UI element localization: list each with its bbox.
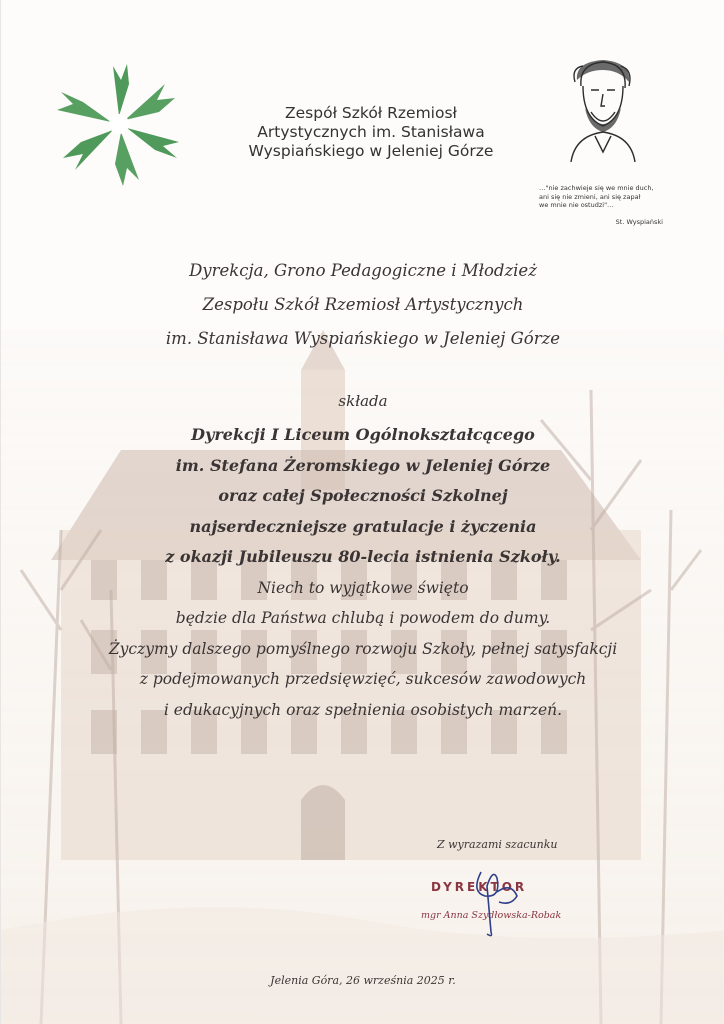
director-name: mgr Anna Szydłowska-Robak [421, 910, 562, 921]
director-title: DYREKTOR [431, 880, 528, 894]
letter-line: składa [338, 392, 388, 410]
letter-body [61, 254, 665, 725]
school-name-line: Zespół Szkół Rzemiosł [285, 104, 457, 122]
letter-line-bold: oraz całej Społeczności Szkolnej [218, 486, 508, 505]
letter-line-bold: im. Stefana Żeromskiego w Jeleniej Górze [175, 455, 551, 475]
place-and-date: Jelenia Góra, 26 września 2025 r. [270, 974, 456, 987]
school-logo-leaf-icon [53, 62, 185, 186]
letter-line: Życzymy dalszego pomyślnego rozwoju Szkoły, pełnej satysfakcji [108, 639, 618, 658]
quote-line: we mnie nie ostudzi"… [539, 201, 614, 209]
wyspianski-portrait-icon [561, 56, 643, 162]
handwritten-signature [441, 862, 541, 942]
letter-line: i edukacyjnych oraz spełnienia osobistych marzeń. [163, 700, 563, 719]
letter-line: Dyrekcja, Grono Pedagogiczne i Młodzież [189, 261, 537, 280]
quote-author: St. Wyspiański [615, 218, 663, 226]
closing-phrase: Z wyrazami szacunku [437, 838, 558, 851]
quote [539, 184, 669, 210]
school-name-line: Wyspiańskiego w Jeleniej Górze [248, 142, 494, 160]
letter-line-bold: najserdeczniejsze gratulacje i życzenia [189, 516, 537, 536]
letter-line: będzie dla Państwa chlubą i powodem do dumy. [175, 609, 551, 627]
letter-line-bold: z okazji Jubileuszu 80-lecia istnienia Szkoły. [165, 547, 561, 566]
letter-line: im. Stanisława Wyspiańskiego w Jeleniej Górze [165, 329, 561, 348]
quote-line: ani się nie zmieni, ani się zapał [539, 192, 641, 201]
letter-line: z podejmowanych przedsięwzięć, sukcesów zawodowych [139, 670, 587, 688]
quote-line: …"nie zachwieje się we mnie duch, [539, 184, 654, 192]
letter-line-bold: Dyrekcji I Liceum Ogólnokształcącego [191, 425, 535, 444]
letter-line: Zespołu Szkół Rzemiosł Artystycznych [202, 295, 524, 314]
school-name-line: Artystycznych im. Stanisława [257, 123, 485, 141]
school-name [211, 104, 531, 161]
letter-line: Niech to wyjątkowe święto [257, 578, 469, 597]
